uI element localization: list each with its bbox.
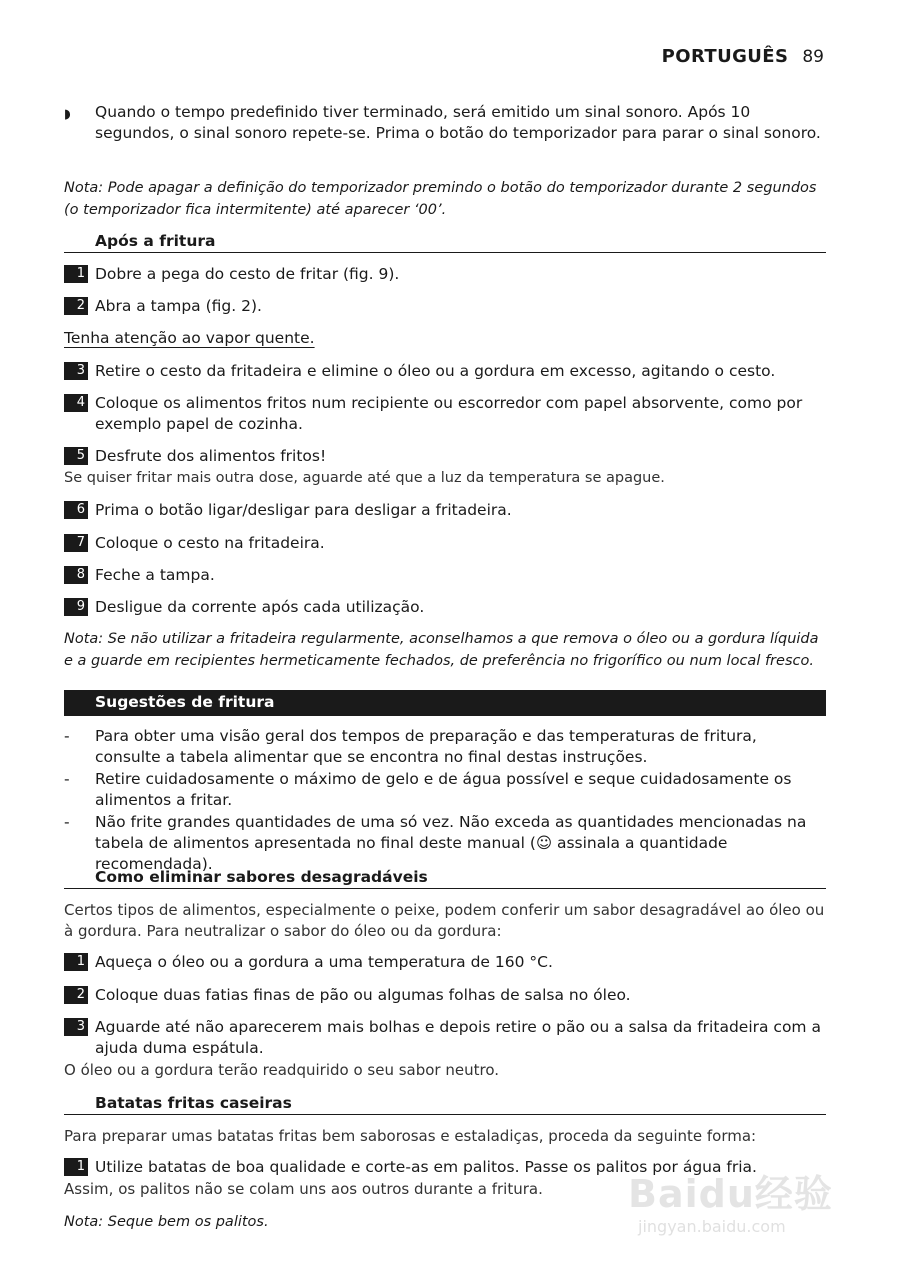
section-heading-after-frying — [64, 230, 826, 253]
step-number: 9 — [64, 598, 88, 616]
section-title: Batatas fritas caseiras — [95, 1094, 292, 1112]
watermark-logo: Baidu经验 — [628, 1172, 833, 1216]
step-item — [64, 597, 826, 618]
step-text: Aqueça o óleo ou a gordura a uma temperatura de 160 °C. — [95, 953, 553, 971]
watermark-url: jingyan.baidu.com — [638, 1217, 786, 1236]
step-number: 2 — [64, 986, 88, 1004]
step-number: 7 — [64, 534, 88, 552]
dash-marker: - — [64, 727, 70, 745]
step-text: Coloque o cesto na fritadeira. — [95, 534, 325, 552]
step-item — [64, 296, 826, 317]
warning-text: Tenha atenção ao vapor quente. — [64, 329, 315, 347]
step-followup: Assim, os palitos não se colam uns aos outros durante a fritura. — [64, 1180, 543, 1198]
step-text: Coloque duas fatias finas de pão ou algumas folhas de salsa no óleo. — [95, 986, 631, 1004]
step-text: Abra a tampa (fig. 2). — [95, 297, 262, 315]
step-number: 1 — [64, 1158, 88, 1176]
tip-item — [64, 769, 826, 811]
step-text: Coloque os alimentos fritos num recipiente ou escorredor com papel absorvente, como por exemplo papel de cozinha. — [95, 394, 803, 433]
section-bar-frying-tips — [64, 690, 826, 716]
page-header — [662, 46, 824, 67]
bullet-icon: ◗ — [64, 107, 71, 122]
step-number: 1 — [64, 953, 88, 971]
baidu-watermark — [628, 1163, 838, 1243]
intro-note: Nota: Pode apagar a definição do temporizador premindo o botão do temporizador durante 2 segundos (o temporizador fica intermitente) até aparecer ‘00’. — [64, 180, 817, 218]
intro-bullet — [64, 102, 826, 144]
section-title: Como eliminar sabores desagradáveis — [95, 868, 428, 886]
step-item — [64, 393, 826, 435]
dash-marker: - — [64, 813, 70, 831]
section-heading-remove-flavors — [64, 866, 826, 889]
step-text: Aguarde até não aparecerem mais bolhas e depois retire o pão ou a salsa da fritadeira com a ajuda duma espátula. — [95, 1018, 821, 1057]
step-text: Utilize batatas de boa qualidade e corte-as em palitos. Passe os palitos por água fria. — [95, 1158, 757, 1176]
step-text: Dobre a pega do cesto de fritar (fig. 9). — [95, 265, 400, 283]
step-item — [64, 952, 826, 973]
section-heading-homemade-fries — [64, 1092, 826, 1115]
header-language: PORTUGUÊS — [661, 46, 789, 67]
step-number: 6 — [64, 501, 88, 519]
step-number: 4 — [64, 394, 88, 412]
step-item — [64, 361, 826, 382]
step-text: Desfrute dos alimentos fritos! — [95, 447, 327, 465]
fries-note: Nota: Seque bem os palitos. — [64, 1214, 269, 1230]
section-title: Sugestões de fritura — [95, 693, 275, 711]
fries-intro: Para preparar umas batatas fritas bem saborosas e estaladiças, proceda da seguinte forma: — [64, 1127, 757, 1145]
section-title: Após a fritura — [95, 232, 216, 250]
step-item — [64, 264, 826, 285]
page-number: 89 — [802, 47, 824, 67]
step-item — [64, 500, 826, 521]
step-text: Feche a tampa. — [95, 566, 215, 584]
step-number: 3 — [64, 362, 88, 380]
step-item — [64, 565, 826, 586]
dash-marker: - — [64, 770, 70, 788]
hot-steam-warning — [64, 328, 826, 349]
flavors-intro: Certos tipos de alimentos, especialmente o peixe, podem conferir um sabor desagradável ao óleo ou à gordura. Para neutralizar o sabor do óleo ou da gordura: — [64, 901, 825, 940]
step-followup: Se quiser fritar mais outra dose, aguarde até que a luz da temperatura se apague. — [64, 470, 665, 486]
after-frying-note: Nota: Se não utilizar a fritadeira regularmente, aconselhamos a que remova o óleo ou a gordura líquida e a guarde em recipientes hermeticamente fechados, de preferência no frigorífico ou num local fresco. — [64, 631, 819, 669]
step-text: Retire o cesto da fritadeira e elimine o óleo ou a gordura em excesso, agitando o cesto. — [95, 362, 776, 380]
step-text: Desligue da corrente após cada utilização. — [95, 598, 425, 616]
tip-text: Retire cuidadosamente o máximo de gelo e de água possível e seque cuidadosamente os alimentos a fritar. — [95, 770, 792, 809]
tip-text: Não frite grandes quantidades de uma só vez. Não exceda as quantidades mencionadas na tabela de alimentos apresentada no final deste manual (☺ assinala a quantidade recomendada). — [95, 813, 807, 873]
step-item — [64, 446, 826, 467]
tip-text: Para obter uma visão geral dos tempos de preparação e das temperaturas de fritura, consulte a tabela alimentar que se encontra no final destas instruções. — [95, 727, 757, 766]
flavors-outro: O óleo ou a gordura terão readquirido o seu sabor neutro. — [64, 1061, 499, 1079]
step-item — [64, 533, 826, 554]
step-item — [64, 985, 826, 1006]
step-number: 3 — [64, 1018, 88, 1036]
step-number: 1 — [64, 265, 88, 283]
step-number: 8 — [64, 566, 88, 584]
intro-text: Quando o tempo predefinido tiver terminado, será emitido um sinal sonoro. Após 10 segundos, o sinal sonoro repete-se. Prima o botão do temporizador para parar o sinal sonoro. — [95, 103, 821, 142]
step-item — [64, 1017, 826, 1059]
tip-item — [64, 726, 826, 768]
step-number: 2 — [64, 297, 88, 315]
step-number: 5 — [64, 447, 88, 465]
step-text: Prima o botão ligar/desligar para desligar a fritadeira. — [95, 501, 512, 519]
